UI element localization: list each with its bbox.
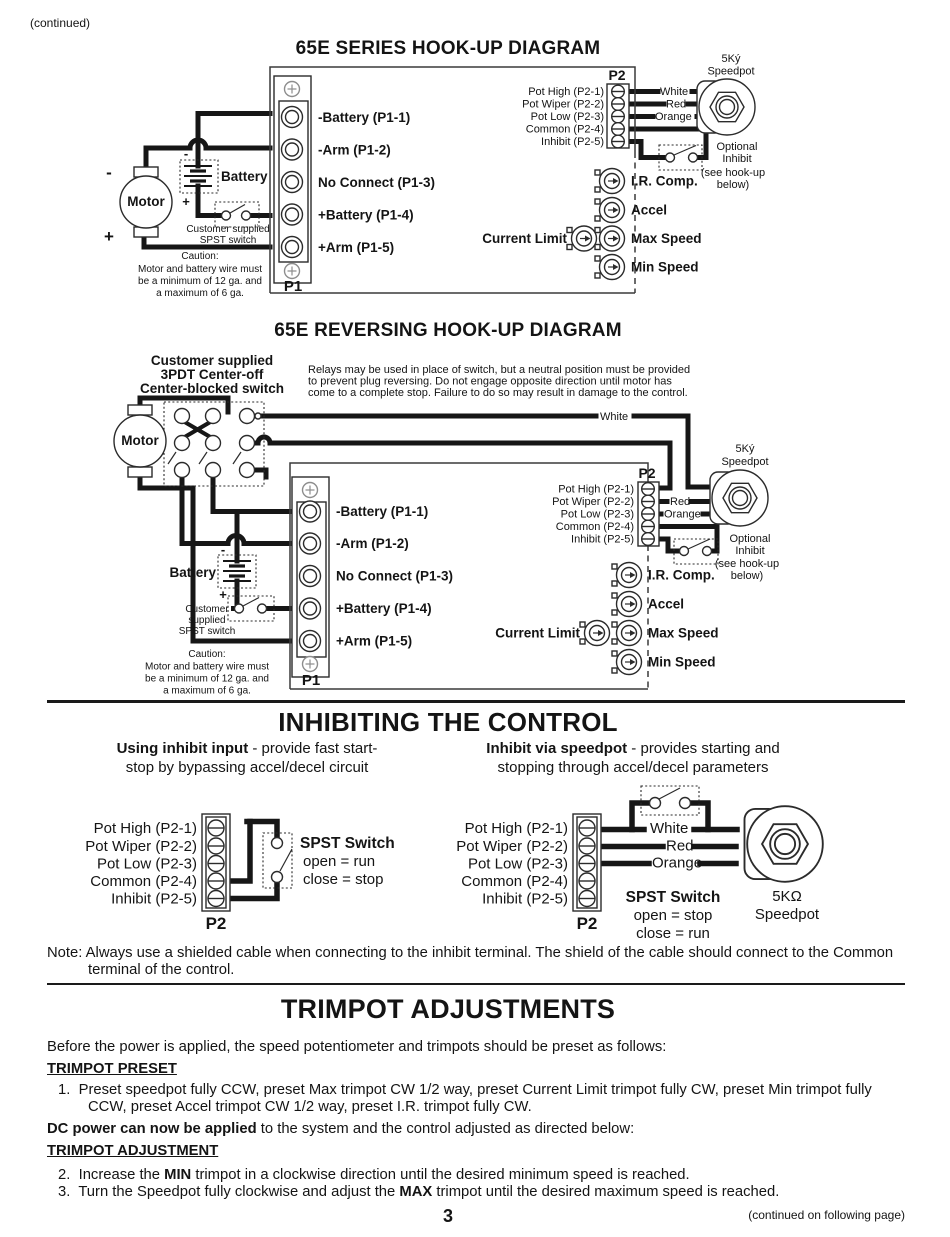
trimpot-label: Accel [648,596,685,612]
trimpot-label: Max Speed [631,231,702,246]
p2-terminal-label: Pot Wiper (P2-2) [552,496,634,508]
dc-power-bold: DC power can now be applied [47,1121,257,1137]
method-left-rest: - provide fast start- [248,740,378,757]
speedpot-label: Speedpot [754,906,820,923]
caution-line: Motor and battery wire must [138,264,262,275]
trimpot-intro: Before the power is applied, the speed potentiometer and trimpots should be preset as follows: [47,1039,667,1055]
caution-line: be a minimum of 12 ga. and [145,673,269,685]
method-right-line2: stopping through accel/decel parameters [497,758,769,776]
relay-note-line: Relays may be used in place of switch, but a neutral position must be provided [308,364,691,376]
3pdt-label-line: Center-blocked switch [139,381,285,396]
battery-label: Battery [221,169,268,184]
speedpot-label: Speedpot [707,65,755,78]
speedpot-symbol [697,79,755,135]
accel-trimpot [612,592,642,617]
optional-inhibit-switch [674,539,718,564]
trimpot-label: I.R. Comp. [648,567,715,583]
p1-terminal-strip [274,76,311,283]
diagram1-title: 65E SERIES HOOK-UP DIAGRAM [295,38,601,59]
shielded-cable-note [47,945,907,979]
motor-plus: + [104,227,114,246]
p2-terminal-label: Pot Wiper (P2-2) [522,98,604,111]
step-text: Preset speedpot fully CCW, preset Max trimpot CW 1/2 way, preset Current Limit trimpot fully CW, preset Min trimpot fully [78,1082,872,1098]
p1-label: P1 [283,278,303,295]
battery-minus: - [183,146,189,161]
p2-terminal-label: Common (P2-4) [90,873,197,890]
trimpot-label: Max Speed [648,625,719,641]
note-line1: Note: Always use a shielded cable when connecting to the inhibit terminal. The shield of the cable should connect to the Common [47,945,894,961]
step-1-line2: CCW, preset Accel trimpot CW 1/2 way, preset I.R. trimpot fully CW. [88,1099,532,1115]
step-1 [58,1082,872,1099]
optional-inhibit-line: below) [716,179,750,191]
motor-minus: - [106,163,112,182]
p1-terminal-label: +Arm (P1-5) [318,240,395,255]
p1-terminal-strip [292,477,329,677]
step-text-post: trimpot until the desired maximum speed is reached. [432,1184,780,1200]
p2-label: P2 [205,914,227,933]
spst-note-line: Customer [185,604,229,615]
spst-note-line: supplied [188,615,226,626]
p2-label: P2 [608,67,626,83]
spst-note-line: Customer supplied [186,224,270,235]
trimpot-adjustment-heading: TRIMPOT ADJUSTMENT [47,1143,219,1159]
spst-switch-title: SPST Switch [625,889,721,906]
optional-inhibit-line: Optional [716,141,758,153]
p2-terminal-label: Inhibit (P2-5) [571,533,634,546]
series-hookup-diagram [60,48,950,300]
speedpot-value: 5KΩ [772,888,802,905]
p2-terminal-label: Inhibit (P2-5) [482,890,568,908]
trimpot-preset-heading: TRIMPOT PRESET [47,1061,177,1077]
inhibit-method-left [87,740,407,777]
p1-terminal-label: -Battery (P1-1) [336,504,429,519]
speedpot-value: 5Ký [735,443,755,455]
method-right-rest: - provides starting and [627,740,780,757]
step-text-pre: Turn the Speedpot fully clockwise and adjust the [78,1184,400,1200]
optional-inhibit-line: Optional [729,533,771,545]
trimpot-label: Min Speed [648,654,716,670]
step-text-pre: Increase the [78,1167,165,1183]
ir-comp-trimpot [595,169,625,194]
method-right-bold: Inhibit via speedpot [486,740,628,757]
p1-terminal-label: -Battery (P1-1) [318,110,411,125]
p2-terminal-label: Pot Wiper (P2-2) [85,838,197,855]
p2-terminal-label: Pot Low (P2-3) [530,111,604,123]
inhibit-right-switch [641,786,699,815]
method-left-line2: stop by bypassing accel/decel circuit [125,758,369,776]
dc-power-rest: to the system and the control adjusted as directed below: [256,1121,635,1137]
p2-terminal-label: Pot High (P2-1) [464,820,568,837]
caution-line: Motor and battery wire must [145,661,269,673]
wire-label-white: White [600,411,629,423]
optional-inhibit-line: below) [730,570,764,582]
step-number: 2. [58,1167,71,1183]
p1-terminal-label: +Battery (P1-4) [336,601,432,616]
relay-note-line: come to a complete stop. Failure to do so may result in damage to the control. [308,387,688,399]
method-left-bold: Using inhibit input [116,740,249,757]
battery-label: Battery [169,565,216,580]
motor-label: Motor [127,194,165,209]
optional-inhibit-line: Inhibit [722,153,752,165]
section-divider [47,983,905,985]
inhibit-right-p2-connector [573,814,601,911]
min-speed-trimpot [612,650,642,675]
p1-terminal-label: +Arm (P1-5) [336,633,413,649]
p2-terminal-label: Pot Wiper (P2-2) [456,838,568,855]
step-text-post: trimpot in a clockwise direction until the desired minimum speed is reached. [191,1167,690,1183]
optional-inhibit-line: (see hook-up [700,167,766,179]
p2-label: P2 [638,465,656,481]
wire-label-orange: Orange [652,854,703,872]
relay-note-line: to prevent plug reversing. Do not engage opposite direction until motor has [308,375,672,388]
ir-comp-trimpot [612,563,642,588]
p2-terminal-label: Pot Low (P2-3) [467,855,568,873]
trimpot-section-title: TRIMPOT ADJUSTMENTS [280,994,616,1024]
optional-inhibit-line: (see hook-up [714,558,780,570]
diagram2-title: 65E REVERSING HOOK-UP DIAGRAM [274,320,622,341]
caution-line: be a minimum of 12 ga. and [138,276,262,287]
p1-terminal-label: No Connect (P1-3) [336,568,454,584]
page-number: 3 [442,1206,453,1226]
wire-label-red: Red [666,837,694,855]
p2-terminal-label: Common (P2-4) [555,521,634,533]
spst-note-line: SPST switch [178,626,236,637]
p2-terminal-label: Pot Low (P2-3) [96,855,197,873]
max-speed-trimpot [612,621,642,646]
wire-label-orange: Orange [655,111,692,123]
p2-connector [607,84,629,148]
step-text-bold: MAX [399,1184,433,1200]
spst-close-rule: close = run [636,925,710,942]
accel-trimpot [595,198,625,223]
spst-close-rule: close = stop [303,871,384,888]
inhibit-method-right [473,740,793,777]
3pdt-label-line: Customer supplied [150,353,274,368]
caution-line: Caution: [188,649,226,660]
p2-terminal-label: Inhibit (P2-5) [111,890,197,908]
max-speed-trimpot [595,226,625,251]
step-3 [58,1184,779,1201]
optional-inhibit-line: Inhibit [735,545,765,557]
current-limit-label: Current Limit [495,625,580,641]
3pdt-switch-symbol [164,402,264,486]
trimpot-label: Min Speed [631,259,699,275]
trimpot-label: Accel [631,202,668,218]
p2-terminal-label: Common (P2-4) [525,123,604,136]
continued-bottom-note: (continued on following page) [748,1208,905,1222]
p1-terminal-label: -Arm (P1-2) [336,536,409,551]
dc-power-line [47,1121,634,1138]
optional-inhibit-switch [659,145,702,170]
p2-terminal-label: Common (P2-4) [461,873,568,890]
wire-label-white: White [660,86,689,98]
inhibit-section-title: INHIBITING THE CONTROL [278,707,618,737]
wire-label-orange: Orange [664,508,701,521]
p2-terminal-label: Pot High (P2-1) [528,86,604,98]
wire-label-red: Red [666,98,687,111]
section-divider [47,700,905,703]
current-limit-label: Current Limit [482,231,567,246]
p1-label: P1 [301,672,321,689]
trimpot-label: I.R. Comp. [631,173,698,189]
battery-plus: + [182,194,190,209]
step-number: 1. [58,1082,71,1098]
min-speed-trimpot [595,255,625,280]
p1-terminal-label: -Arm (P1-2) [318,142,391,158]
inhibit-diagrams [40,780,920,945]
speedpot-symbol [710,470,768,526]
speedpot-symbol [745,806,823,882]
current-limit-trimpot [567,226,597,251]
caution-line: Caution: [181,251,219,262]
reversing-hookup-diagram [50,345,950,700]
wire-label-red: Red [670,496,691,508]
spst-open-rule: open = run [303,853,376,870]
battery-plus: + [219,587,227,602]
3pdt-label-line: 3PDT Center-off [160,367,264,382]
inhibit-left-wiring [230,822,277,899]
battery-minus: - [220,542,226,557]
step-2 [58,1167,690,1184]
step-text-bold: MIN [164,1167,192,1183]
spst-switch-title: SPST Switch [300,835,395,852]
step-number: 3. [58,1184,71,1200]
motor-label: Motor [121,433,159,448]
spst-note-line: SPST switch [199,235,257,246]
speedpot-value: 5Ký [721,53,741,65]
spst-open-rule: open = stop [633,907,713,924]
inhibit-left-p2-connector [202,814,230,911]
inhibit-left-switch [263,833,292,888]
wire-label-white: White [650,820,689,837]
caution-line: a maximum of 6 ga. [156,288,244,299]
p2-terminal-label: Pot High (P2-1) [93,820,197,837]
p1-terminal-label: +Battery (P1-4) [318,207,414,223]
note-line2: terminal of the control. [88,962,235,978]
p2-terminal-label: Pot High (P2-1) [558,483,634,496]
p2-terminal-label: Pot Low (P2-3) [560,508,634,521]
p2-connector [638,482,659,546]
caution-line: a maximum of 6 ga. [163,685,251,697]
p1-terminal-label: No Connect (P1-3) [318,175,436,190]
p2-label: P2 [576,914,598,933]
p2-terminal-label: Inhibit (P2-5) [541,136,604,148]
current-limit-trimpot [580,621,610,646]
continued-top-note: (continued) [30,16,91,30]
speedpot-label: Speedpot [721,456,769,468]
